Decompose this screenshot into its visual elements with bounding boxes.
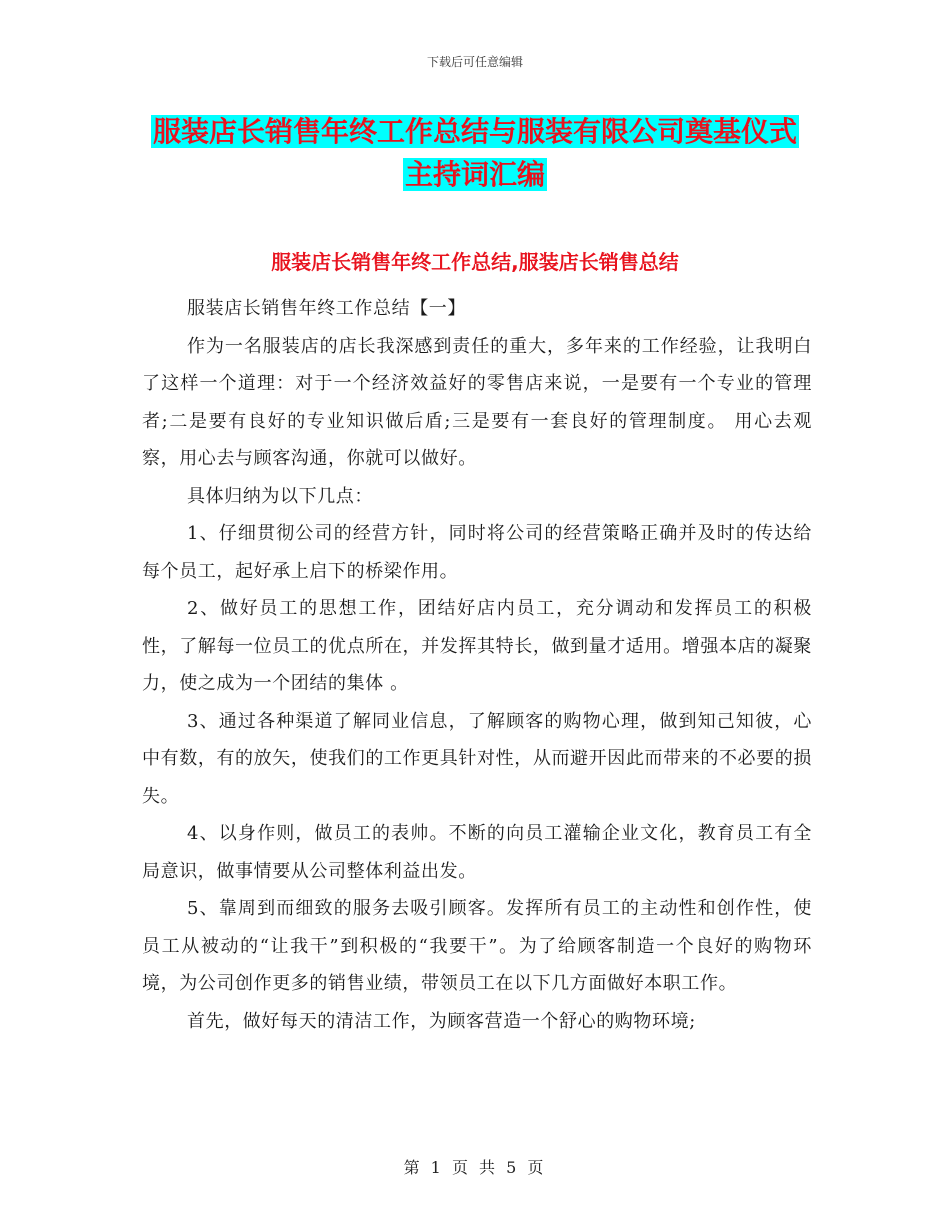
section-heading: 服装店长销售年终工作总结【一】 (187, 298, 466, 319)
document-title-line-2 (0, 155, 950, 195)
body-paragraph: 具体归纳为以下几点： (187, 485, 373, 507)
list-item-paragraph: 3、通过各种渠道了解同业信息，了解顾客的购物心理，做到知己知彼，心中有数，有的放矢，使我们的工作更具针对性，从而避开因此而带来的不必要的损失。 (142, 710, 812, 807)
document-subtitle: 服装店长销售年终工作总结,服装店长销售总结 (271, 250, 679, 274)
list-item-paragraph: 1、仔细贯彻公司的经营方针，同时将公司的经营策略正确并及时的传达给每个员工，起好承上启下的桥梁作用。 (142, 523, 812, 582)
page-header-note: 下载后可任意编辑 (426, 55, 523, 69)
body-paragraph: 作为一名服装店的店长我深感到责任的重大，多年来的工作经验，让我明白了这样一个道理：对于一个经济效益好的零售店来说，一是要有一个专业的管理者;二是要有良好的专业知识做后盾;三是要有一套良好的管理制度。 用心去观察，用心去与顾客沟通，你就可以做好。 (142, 335, 812, 469)
document-title-text-1: 服装店长销售年终工作总结与服装有限公司奠基仪式 (152, 115, 797, 148)
list-item-paragraph: 4、以身作则，做员工的表帅。不断的向员工灌输企业文化，教育员工有全局意识，做事情要从公司整体利益出发。 (142, 823, 812, 882)
document-title-line-1 (0, 112, 950, 152)
list-item-paragraph: 2、做好员工的思想工作，团结好店内员工，充分调动和发挥员工的积极性，了解每一位员工的优点所在，并发挥其特长，做到量才适用。增强本店的凝聚力，使之成为一个团结的集体 。 (142, 598, 812, 694)
list-item-paragraph: 5、靠周到而细致的服务去吸引顾客。发挥所有员工的主动性和创作性，使员工从被动的“让我干”到积极的“我要干”。为了给顾客制造一个良好的购物环境，为公司创作更多的销售业绩，带领员工在以下几方面做好本职工作。 (142, 898, 812, 994)
body-paragraph: 首先，做好每天的清洁工作，为顾客营造一个舒心的购物环境; (187, 1010, 696, 1032)
document-body (142, 290, 812, 1040)
page-number-footer: 第 1 页 共 5 页 (403, 1158, 547, 1177)
document-title-text-2: 主持词汇编 (404, 158, 545, 191)
